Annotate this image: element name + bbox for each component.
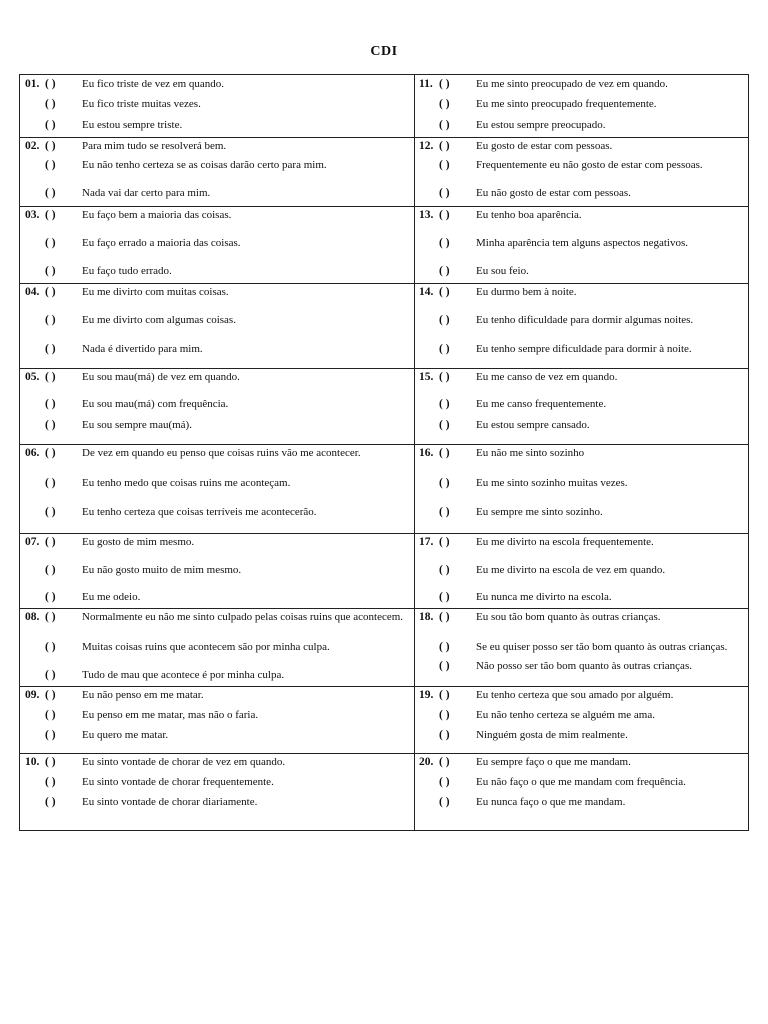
- question-number: 01.: [25, 78, 40, 90]
- option-text: Nada vai dar certo para mim.: [82, 187, 211, 199]
- option-text: Eu faço bem a maioria das coisas.: [82, 209, 232, 221]
- question-number: 17.: [419, 536, 434, 548]
- option-checkbox[interactable]: ( ): [439, 729, 450, 741]
- option-checkbox[interactable]: ( ): [439, 419, 450, 431]
- row-divider: [20, 137, 748, 138]
- option-checkbox[interactable]: ( ): [45, 776, 56, 788]
- question-number: 04.: [25, 286, 40, 298]
- option-text: Eu tenho certeza que sou amado por alguém.: [476, 689, 674, 701]
- option-text: Eu não penso em me matar.: [82, 689, 204, 701]
- page-title: CDI: [370, 44, 398, 59]
- option-checkbox[interactable]: ( ): [439, 660, 450, 672]
- option-text: Eu me sinto preocupado de vez em quando.: [476, 78, 668, 90]
- option-checkbox[interactable]: ( ): [45, 729, 56, 741]
- option-checkbox[interactable]: ( ): [439, 265, 450, 277]
- option-checkbox[interactable]: ( ): [45, 506, 56, 518]
- option-text: Eu sou tão bom quanto às outras crianças.: [476, 611, 661, 623]
- option-text: Eu não faço o que me mandam com frequência.: [476, 776, 686, 788]
- question-number: 09.: [25, 689, 40, 701]
- question-number: 11.: [419, 78, 433, 90]
- questionnaire-table: [19, 74, 749, 831]
- option-checkbox[interactable]: ( ): [439, 709, 450, 721]
- question-number: 12.: [419, 140, 434, 152]
- option-text: Eu nunca faço o que me mandam.: [476, 796, 626, 808]
- option-text: Eu tenho boa aparência.: [476, 209, 582, 221]
- option-text: Eu estou sempre triste.: [82, 119, 183, 131]
- option-text: Eu me sinto sozinho muitas vezes.: [476, 477, 628, 489]
- option-checkbox[interactable]: ( ): [439, 506, 450, 518]
- option-checkbox[interactable]: ( ): [439, 477, 450, 489]
- option-text: Eu penso em me matar, mas não o faria.: [82, 709, 259, 721]
- option-text: Eu não gosto de estar com pessoas.: [476, 187, 631, 199]
- option-text: Eu estou sempre cansado.: [476, 419, 590, 431]
- option-text: Eu não tenho certeza se alguém me ama.: [476, 709, 655, 721]
- question-number: 06.: [25, 447, 40, 459]
- option-text: Eu sinto vontade de chorar de vez em quando.: [82, 756, 286, 768]
- option-checkbox[interactable]: ( ): [439, 140, 450, 152]
- option-checkbox[interactable]: ( ): [45, 343, 56, 355]
- option-checkbox[interactable]: ( ): [439, 98, 450, 110]
- option-checkbox[interactable]: ( ): [45, 237, 56, 249]
- option-checkbox[interactable]: ( ): [45, 209, 56, 221]
- option-checkbox[interactable]: ( ): [45, 709, 56, 721]
- option-checkbox[interactable]: ( ): [45, 286, 56, 298]
- question-number: 03.: [25, 209, 40, 221]
- option-text: Eu tenho sempre dificuldade para dormir à noite.: [476, 343, 692, 355]
- option-text: Eu me odeio.: [82, 591, 141, 603]
- option-text: Frequentemente eu não gosto de estar com pessoas.: [476, 159, 703, 171]
- question-number: 08.: [25, 611, 40, 623]
- question-number: 16.: [419, 447, 434, 459]
- option-checkbox[interactable]: ( ): [45, 591, 56, 603]
- option-text: Eu tenho medo que coisas ruins me aconteçam.: [82, 477, 291, 489]
- option-checkbox[interactable]: ( ): [439, 119, 450, 131]
- question-number: 15.: [419, 371, 434, 383]
- option-text: Eu sou mau(má) de vez em quando.: [82, 371, 240, 383]
- option-text: Para mim tudo se resolverá bem.: [82, 140, 227, 152]
- option-text: Eu sou sempre mau(má).: [82, 419, 192, 431]
- question-number: 20.: [419, 756, 434, 768]
- option-text: De vez em quando eu penso que coisas ruins vão me acontecer.: [82, 447, 361, 459]
- option-text: Eu faço tudo errado.: [82, 265, 172, 277]
- option-checkbox[interactable]: ( ): [45, 140, 56, 152]
- option-checkbox[interactable]: ( ): [45, 447, 56, 459]
- option-text: Eu me canso de vez em quando.: [476, 371, 618, 383]
- option-checkbox[interactable]: ( ): [439, 398, 450, 410]
- option-checkbox[interactable]: ( ): [45, 419, 56, 431]
- row-divider: [20, 206, 748, 207]
- option-text: Eu nunca me divirto na escola.: [476, 591, 612, 603]
- option-checkbox[interactable]: ( ): [439, 187, 450, 199]
- question-number: 10.: [25, 756, 40, 768]
- question-number: 07.: [25, 536, 40, 548]
- option-checkbox[interactable]: ( ): [439, 641, 450, 653]
- option-checkbox[interactable]: ( ): [45, 796, 56, 808]
- row-divider: [20, 686, 748, 687]
- option-text: Eu durmo bem à noite.: [476, 286, 577, 298]
- option-checkbox[interactable]: ( ): [439, 611, 450, 623]
- option-text: Eu estou sempre preocupado.: [476, 119, 606, 131]
- question-number: 13.: [419, 209, 434, 221]
- row-divider: [20, 283, 748, 284]
- option-checkbox[interactable]: ( ): [439, 796, 450, 808]
- option-text: Eu tenho certeza que coisas terríveis me acontecerão.: [82, 506, 317, 518]
- option-checkbox[interactable]: ( ): [45, 159, 56, 171]
- option-text: Eu não tenho certeza se as coisas darão certo para mim.: [82, 159, 327, 171]
- option-text: Eu sempre faço o que me mandam.: [476, 756, 631, 768]
- option-checkbox[interactable]: ( ): [439, 536, 450, 548]
- option-text: Eu quero me matar.: [82, 729, 169, 741]
- option-checkbox[interactable]: ( ): [439, 314, 450, 326]
- option-text: Se eu quiser posso ser tão bom quanto às outras crianças.: [476, 641, 728, 653]
- option-text: Eu me divirto na escola frequentemente.: [476, 536, 654, 548]
- option-checkbox[interactable]: ( ): [45, 265, 56, 277]
- option-text: Tudo de mau que acontece é por minha culpa.: [82, 669, 285, 681]
- option-checkbox[interactable]: ( ): [439, 343, 450, 355]
- option-text: Eu fico triste de vez em quando.: [82, 78, 225, 90]
- option-checkbox[interactable]: ( ): [439, 447, 450, 459]
- option-checkbox[interactable]: ( ): [439, 564, 450, 576]
- column-divider: [414, 75, 415, 830]
- option-text: Eu me canso frequentemente.: [476, 398, 607, 410]
- option-text: Eu sinto vontade de chorar diariamente.: [82, 796, 258, 808]
- option-text: Minha aparência tem alguns aspectos negativos.: [476, 237, 688, 249]
- row-divider: [20, 533, 748, 534]
- option-checkbox[interactable]: ( ): [45, 689, 56, 701]
- option-checkbox[interactable]: ( ): [439, 159, 450, 171]
- option-checkbox[interactable]: ( ): [45, 371, 56, 383]
- option-text: Muitas coisas ruins que acontecem são por minha culpa.: [82, 641, 330, 653]
- option-checkbox[interactable]: ( ): [439, 237, 450, 249]
- option-checkbox[interactable]: ( ): [45, 78, 56, 90]
- row-divider: [20, 444, 748, 445]
- option-text: Normalmente eu não me sinto culpado pelas coisas ruins que acontecem.: [82, 611, 404, 623]
- row-divider: [20, 368, 748, 369]
- option-text: Eu gosto de estar com pessoas.: [476, 140, 613, 152]
- option-text: Eu sinto vontade de chorar frequentemente.: [82, 776, 274, 788]
- question-number: 02.: [25, 140, 40, 152]
- option-checkbox[interactable]: ( ): [45, 477, 56, 489]
- option-text: Eu tenho dificuldade para dormir algumas noites.: [476, 314, 694, 326]
- option-checkbox[interactable]: ( ): [439, 78, 450, 90]
- option-text: Eu gosto de mim mesmo.: [82, 536, 195, 548]
- option-checkbox[interactable]: ( ): [45, 187, 56, 199]
- option-checkbox[interactable]: ( ): [439, 689, 450, 701]
- option-checkbox[interactable]: ( ): [45, 611, 56, 623]
- question-number: 18.: [419, 611, 434, 623]
- option-checkbox[interactable]: ( ): [45, 98, 56, 110]
- option-checkbox[interactable]: ( ): [439, 776, 450, 788]
- option-checkbox[interactable]: ( ): [45, 398, 56, 410]
- option-text: Nada é divertido para mim.: [82, 343, 203, 355]
- option-text: Eu sempre me sinto sozinho.: [476, 506, 603, 518]
- question-number: 05.: [25, 371, 40, 383]
- option-text: Eu sou feio.: [476, 265, 529, 277]
- option-checkbox[interactable]: ( ): [439, 286, 450, 298]
- option-checkbox[interactable]: ( ): [439, 371, 450, 383]
- option-text: Eu me divirto na escola de vez em quando.: [476, 564, 666, 576]
- option-checkbox[interactable]: ( ): [45, 669, 56, 681]
- option-checkbox[interactable]: ( ): [45, 564, 56, 576]
- row-divider: [20, 608, 748, 609]
- option-text: Eu sou mau(má) com frequência.: [82, 398, 229, 410]
- option-checkbox[interactable]: ( ): [45, 119, 56, 131]
- option-text: Eu me divirto com muitas coisas.: [82, 286, 229, 298]
- option-text: Eu me divirto com algumas coisas.: [82, 314, 236, 326]
- option-checkbox[interactable]: ( ): [439, 209, 450, 221]
- option-text: Eu me sinto preocupado frequentemente.: [476, 98, 657, 110]
- option-text: Eu fico triste muitas vezes.: [82, 98, 201, 110]
- option-checkbox[interactable]: ( ): [45, 641, 56, 653]
- question-number: 14.: [419, 286, 434, 298]
- option-checkbox[interactable]: ( ): [45, 756, 56, 768]
- option-text: Não posso ser tão bom quanto às outras crianças.: [476, 660, 692, 672]
- option-checkbox[interactable]: ( ): [45, 536, 56, 548]
- option-text: Eu não gosto muito de mim mesmo.: [82, 564, 242, 576]
- option-checkbox[interactable]: ( ): [439, 756, 450, 768]
- row-divider: [20, 753, 748, 754]
- option-checkbox[interactable]: ( ): [45, 314, 56, 326]
- option-checkbox[interactable]: ( ): [439, 591, 450, 603]
- option-text: Ninguém gosta de mim realmente.: [476, 729, 628, 741]
- option-text: Eu não me sinto sozinho: [476, 447, 585, 459]
- option-text: Eu faço errado a maioria das coisas.: [82, 237, 241, 249]
- question-number: 19.: [419, 689, 434, 701]
